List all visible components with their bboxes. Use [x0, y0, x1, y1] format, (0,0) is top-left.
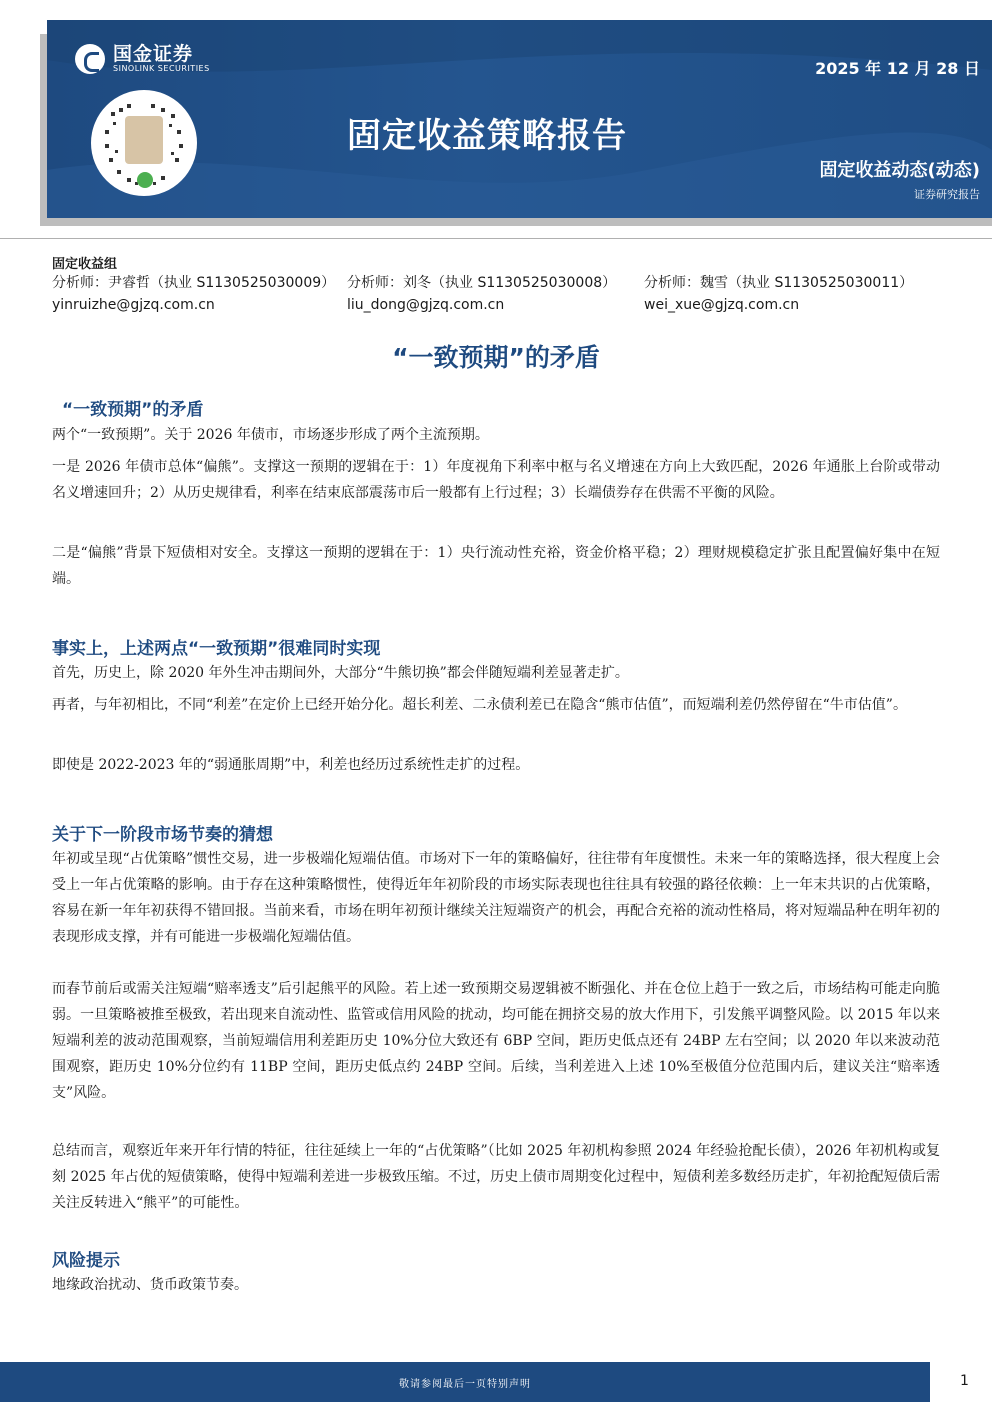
section-2-para-3: 即使是 2022-2023 年的“弱通胀周期”中，利差也经历过系统性走扩的过程。 — [52, 757, 530, 773]
section-1-para-1: 两个“一致预期”。关于 2026 年债市，市场逐步形成了两个主流预期。 — [52, 427, 489, 443]
logo-cn-text: 国金证券 — [113, 43, 194, 65]
report-date: 2025 年 12 月 28 日 — [815, 59, 980, 78]
page-number: 1 — [960, 1373, 969, 1389]
section-3-para-3: 总结而言，观察近年来开年行情的特征，往往延续上一年的“占优策略”（比如 2025 年初机构参照 2024 年经验抢配长债），2026 年初机构或复刻 2025 年占优的短债策略，使得中短端利差进一步极致压缩。不过，历史上债市周期变化过程中，短债利差多数经历走扩，年初抢配短债后需关注反转进入“熊平”的可能性。 — [52, 1143, 940, 1211]
footer-notice: 敬请参阅最后一页特别声明 — [399, 1379, 531, 1390]
section-2-para-1: 首先，历史上，除 2020 年外生冲击期间外，大部分“牛熊切换”都会伴随短端利差显著走扩。 — [52, 665, 629, 681]
analyst-1 — [52, 272, 335, 316]
section-2-heading: 事实上，上述两点“一致预期”很难同时实现 — [52, 639, 381, 659]
logo-en-text: SINOLINK SECURITIES — [113, 64, 210, 73]
section-1-heading: “一致预期”的矛盾 — [62, 400, 204, 420]
analyst-1-label: 分析师：尹睿哲（执业 S1130525030009） — [52, 275, 336, 291]
logo-icon — [75, 44, 105, 74]
header-banner — [47, 20, 992, 218]
section-1-para-3: 二是“偏熊”背景下短债相对安全。支撑这一预期的逻辑在于：1）央行流动性充裕，资金价格平稳；2）理财规模稳定扩张且配置偏好集中在短端。 — [52, 545, 940, 587]
wechat-mini-icon — [137, 172, 153, 188]
section-3-para-2: 而春节前后或需关注短端“赔率透支”后引起熊平的风险。若上述一致预期交易逻辑被不断强化、并在仓位上趋于一致之后，市场结构可能走向脆弱。一旦策略被推至极致，若出现来自流动性、监管或信用风险的扰动，均可能在拥挤交易的放大作用下，引发熊平调整风险。以 2015 年以来短端利差的波动范围观察，当前短端信用利差距历史 10%分位大致还有 6BP 空间，距历史低点还有 24BP 左右空间；以 2020 年以来波动范围观察，距历史 10%分位约有 11BP 空间，距历史低点约 24BP 空间。后续，当利差进入上述 10%至极值分位范围内后，建议关注“赔率透支”风险。 — [52, 981, 940, 1101]
header-divider — [0, 238, 992, 239]
analyst-1-email[interactable]: yinruizhe@gjzq.com.cn — [52, 297, 215, 313]
analyst-3-label: 分析师：魏雪（执业 S1130525030011） — [644, 275, 914, 291]
section-2-para-2: 再者，与年初相比，不同“利差”在定价上已经开始分化。超长利差、二永债利差已在隐含“熊市估值”，而短端利差仍然停留在“牛市估值”。 — [52, 697, 907, 713]
report-title: 固定收益策略报告 — [347, 116, 627, 156]
section-3-heading: 关于下一阶段市场节奏的猜想 — [52, 825, 273, 845]
qr-code-icon — [91, 90, 197, 196]
analyst-3 — [644, 272, 913, 316]
analyst-2-email[interactable]: liu_dong@gjzq.com.cn — [347, 297, 505, 313]
analyst-3-email[interactable]: wei_xue@gjzq.com.cn — [644, 297, 800, 313]
report-tag: 证券研究报告 — [914, 188, 980, 201]
section-4-para-1: 地缘政治扰动、货币政策节奏。 — [52, 1277, 248, 1293]
section-4-heading: 风险提示 — [52, 1251, 120, 1271]
qr-center-badge — [125, 116, 163, 164]
document-title: “一致预期”的矛盾 — [392, 343, 600, 372]
report-subtitle: 固定收益动态(动态) — [819, 160, 980, 181]
section-3-para-1: 年初或呈现“占优策略”惯性交易，进一步极端化短端估值。市场对下一年的策略偏好，往往带有年度惯性。未来一年的策略选择，很大程度上会受上一年占优策略的影响。由于存在这种策略惯性，使得近年年初阶段的市场实际表现也往往具有较强的路径依赖：上一年末共识的占优策略，容易在新一年年初获得不错回报。当前来看，市场在明年初预计继续关注短端资产的机会，再配合充裕的流动性格局，将对短端品种在明年初的表现形成支撑，并有可能进一步极端化短端估值。 — [52, 851, 940, 945]
analyst-2 — [347, 272, 616, 316]
group-label: 固定收益组 — [52, 257, 118, 272]
section-1-para-2: 一是 2026 年债市总体“偏熊”。支撑这一预期的逻辑在于：1）年度视角下利率中枢与名义增速在方向上大致匹配，2026 年通胀上台阶或带动名义增速回升；2）从历史规律看，利率在结束底部震荡市后一般都有上行过程；3）长端债券存在供需不平衡的风险。 — [52, 459, 940, 501]
analyst-2-label: 分析师：刘冬（执业 S1130525030008） — [347, 275, 617, 291]
company-logo — [75, 44, 210, 74]
